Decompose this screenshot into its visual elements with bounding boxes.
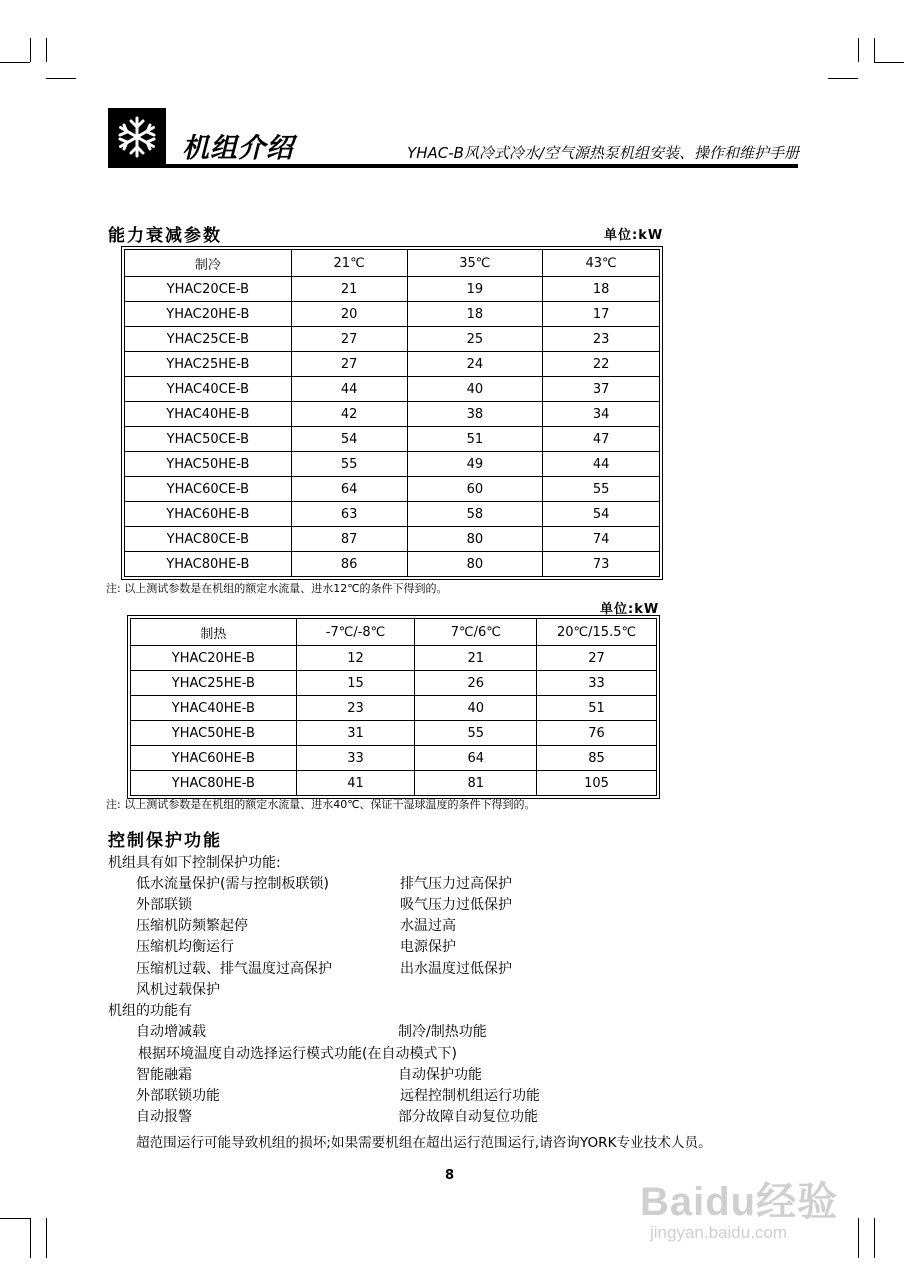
capacity-cell: 31 bbox=[296, 721, 415, 746]
function-item: 自动增减载 bbox=[136, 1024, 206, 1040]
capacity-cell: 51 bbox=[407, 427, 543, 452]
model-cell: YHAC80HE-B bbox=[125, 552, 292, 577]
table-header-cell: 21℃ bbox=[291, 250, 407, 277]
model-cell: YHAC20CE-B bbox=[125, 277, 292, 302]
protection-item: 排气压力过高保护 bbox=[400, 876, 512, 892]
capacity-cell: 55 bbox=[415, 721, 537, 746]
capacity-cell: 60 bbox=[407, 477, 543, 502]
capacity-cell: 85 bbox=[537, 746, 657, 771]
capacity-cell: 64 bbox=[291, 477, 407, 502]
heating-note: 注: 以上测试参数是在机组的额定水流量、进水40℃、保证干湿球温度的条件下得到的。 bbox=[106, 798, 536, 811]
capacity-title: 能力衰减参数 bbox=[108, 226, 222, 246]
capacity-cell: 64 bbox=[415, 746, 537, 771]
capacity-cell: 34 bbox=[543, 402, 660, 427]
capacity-cell: 26 bbox=[415, 671, 537, 696]
crop-mark bbox=[858, 38, 859, 62]
capacity-cell: 23 bbox=[296, 696, 415, 721]
heating-capacity-table bbox=[130, 618, 657, 796]
table-row bbox=[131, 696, 657, 721]
capacity-cell: 63 bbox=[291, 502, 407, 527]
watermark-url: jingyan.baidu.com bbox=[650, 1223, 788, 1242]
protection-item: 出水温度过低保护 bbox=[400, 961, 512, 977]
capacity-cell: 19 bbox=[407, 277, 543, 302]
model-cell: YHAC60HE-B bbox=[125, 502, 292, 527]
crop-mark bbox=[46, 38, 47, 62]
protection-item: 吸气压力过低保护 bbox=[400, 897, 512, 913]
capacity-cell: 18 bbox=[407, 302, 543, 327]
capacity-cell: 20 bbox=[291, 302, 407, 327]
function-item: 远程控制机组运行功能 bbox=[400, 1088, 540, 1104]
function-item: 根据环境温度自动选择运行模式功能(在自动模式下) bbox=[138, 1046, 457, 1062]
table-header-cell: 20℃/15.5℃ bbox=[537, 619, 657, 646]
table-header-row bbox=[125, 250, 660, 277]
capacity-cell: 51 bbox=[537, 696, 657, 721]
capacity-cell: 40 bbox=[407, 377, 543, 402]
cooling-unit: 单位:kW bbox=[604, 228, 664, 243]
table-header-cell: 43℃ bbox=[543, 250, 660, 277]
crop-mark bbox=[0, 62, 30, 63]
functions-intro: 机组的功能有 bbox=[108, 1003, 192, 1019]
table-header-cell: 35℃ bbox=[407, 250, 543, 277]
function-item: 部分故障自动复位功能 bbox=[398, 1109, 538, 1125]
capacity-cell: 86 bbox=[291, 552, 407, 577]
watermark-brand: Baidu经验 bbox=[640, 1180, 839, 1224]
operation-warning: 超范围运行可能导致机组的损坏;如果需要机组在超出运行范围运行,请咨询YORK专业技术人员。 bbox=[136, 1135, 712, 1151]
crop-mark bbox=[30, 38, 31, 62]
model-cell: YHAC60CE-B bbox=[125, 477, 292, 502]
table-header-cell: 制热 bbox=[131, 619, 297, 646]
capacity-cell: 33 bbox=[296, 746, 415, 771]
protection-title: 控制保护功能 bbox=[108, 831, 222, 851]
capacity-cell: 42 bbox=[291, 402, 407, 427]
capacity-cell: 17 bbox=[543, 302, 660, 327]
model-cell: YHAC80CE-B bbox=[125, 527, 292, 552]
capacity-cell: 73 bbox=[543, 552, 660, 577]
page-number: 8 bbox=[445, 1168, 455, 1183]
capacity-cell: 12 bbox=[296, 646, 415, 671]
protection-item: 风机过载保护 bbox=[136, 982, 220, 998]
capacity-cell: 54 bbox=[291, 427, 407, 452]
capacity-cell: 33 bbox=[537, 671, 657, 696]
capacity-cell: 80 bbox=[407, 527, 543, 552]
protection-item: 水温过高 bbox=[400, 918, 456, 934]
table-row bbox=[125, 327, 660, 352]
capacity-cell: 38 bbox=[407, 402, 543, 427]
capacity-cell: 22 bbox=[543, 352, 660, 377]
table-header-row bbox=[131, 619, 657, 646]
crop-mark bbox=[46, 78, 76, 79]
table-row bbox=[131, 771, 657, 796]
capacity-cell: 41 bbox=[296, 771, 415, 796]
capacity-cell: 23 bbox=[543, 327, 660, 352]
manual-title: YHAC-B风冷式冷水/空气源热泵机组安装、操作和维护手册 bbox=[407, 144, 799, 162]
capacity-cell: 24 bbox=[407, 352, 543, 377]
capacity-cell: 21 bbox=[291, 277, 407, 302]
table-row bbox=[131, 671, 657, 696]
capacity-cell: 44 bbox=[543, 452, 660, 477]
header-rule bbox=[108, 164, 798, 168]
function-item: 制冷/制热功能 bbox=[398, 1024, 487, 1040]
capacity-cell: 105 bbox=[537, 771, 657, 796]
function-item: 智能融霜 bbox=[136, 1067, 192, 1083]
model-cell: YHAC20HE-B bbox=[131, 646, 297, 671]
capacity-cell: 55 bbox=[291, 452, 407, 477]
crop-mark bbox=[0, 1218, 30, 1219]
table-row bbox=[125, 502, 660, 527]
table-header-cell: 7℃/6℃ bbox=[415, 619, 537, 646]
cooling-capacity-table bbox=[124, 249, 660, 577]
model-cell: YHAC25CE-B bbox=[125, 327, 292, 352]
crop-mark bbox=[874, 38, 875, 62]
table-row bbox=[125, 427, 660, 452]
capacity-cell: 55 bbox=[543, 477, 660, 502]
table-row bbox=[125, 352, 660, 377]
function-item: 外部联锁功能 bbox=[136, 1088, 220, 1104]
model-cell: YHAC50HE-B bbox=[125, 452, 292, 477]
snowflake-icon bbox=[108, 108, 166, 166]
table-row bbox=[131, 746, 657, 771]
crop-mark bbox=[46, 1218, 47, 1258]
table-row bbox=[131, 646, 657, 671]
capacity-cell: 25 bbox=[407, 327, 543, 352]
function-item: 自动报警 bbox=[136, 1109, 192, 1125]
protection-item: 压缩机均衡运行 bbox=[136, 939, 234, 955]
capacity-cell: 44 bbox=[291, 377, 407, 402]
protection-item: 压缩机防频繁起停 bbox=[136, 918, 248, 934]
capacity-cell: 76 bbox=[537, 721, 657, 746]
model-cell: YHAC25HE-B bbox=[131, 671, 297, 696]
protection-item: 外部联锁 bbox=[136, 897, 192, 913]
model-cell: YHAC20HE-B bbox=[125, 302, 292, 327]
table-row bbox=[131, 721, 657, 746]
protection-intro: 机组具有如下控制保护功能: bbox=[108, 855, 281, 871]
capacity-cell: 58 bbox=[407, 502, 543, 527]
table-row bbox=[125, 477, 660, 502]
capacity-cell: 47 bbox=[543, 427, 660, 452]
capacity-cell: 27 bbox=[291, 327, 407, 352]
table-row bbox=[125, 527, 660, 552]
protection-item: 低水流量保护(需与控制板联锁) bbox=[136, 876, 329, 892]
capacity-cell: 18 bbox=[543, 277, 660, 302]
heating-unit: 单位:kW bbox=[600, 602, 660, 617]
model-cell: YHAC40HE-B bbox=[125, 402, 292, 427]
protection-item: 电源保护 bbox=[400, 939, 456, 955]
page-section-title: 机组介绍 bbox=[182, 133, 294, 164]
table-header-cell: -7℃/-8℃ bbox=[296, 619, 415, 646]
model-cell: YHAC60HE-B bbox=[131, 746, 297, 771]
model-cell: YHAC25HE-B bbox=[125, 352, 292, 377]
function-item: 自动保护功能 bbox=[398, 1067, 482, 1083]
table-row bbox=[125, 377, 660, 402]
model-cell: YHAC50CE-B bbox=[125, 427, 292, 452]
table-header-cell: 制冷 bbox=[125, 250, 292, 277]
protection-item: 压缩机过载、排气温度过高保护 bbox=[136, 961, 332, 977]
crop-mark bbox=[828, 78, 858, 79]
model-cell: YHAC50HE-B bbox=[131, 721, 297, 746]
capacity-cell: 27 bbox=[291, 352, 407, 377]
crop-mark bbox=[30, 1218, 31, 1258]
model-cell: YHAC40HE-B bbox=[131, 696, 297, 721]
crop-mark bbox=[874, 62, 904, 63]
table-row bbox=[125, 277, 660, 302]
model-cell: YHAC80HE-B bbox=[131, 771, 297, 796]
crop-mark bbox=[858, 1218, 859, 1258]
capacity-cell: 74 bbox=[543, 527, 660, 552]
table-row bbox=[125, 552, 660, 577]
crop-mark bbox=[874, 1218, 875, 1258]
model-cell: YHAC40CE-B bbox=[125, 377, 292, 402]
capacity-cell: 49 bbox=[407, 452, 543, 477]
cooling-note: 注: 以上测试参数是在机组的额定水流量、进水12℃的条件下得到的。 bbox=[106, 582, 448, 595]
capacity-cell: 81 bbox=[415, 771, 537, 796]
watermark bbox=[640, 1170, 838, 1243]
capacity-cell: 21 bbox=[415, 646, 537, 671]
table-row bbox=[125, 302, 660, 327]
capacity-cell: 15 bbox=[296, 671, 415, 696]
capacity-cell: 87 bbox=[291, 527, 407, 552]
capacity-cell: 27 bbox=[537, 646, 657, 671]
capacity-cell: 37 bbox=[543, 377, 660, 402]
capacity-cell: 40 bbox=[415, 696, 537, 721]
capacity-cell: 80 bbox=[407, 552, 543, 577]
table-row bbox=[125, 452, 660, 477]
table-row bbox=[125, 402, 660, 427]
capacity-cell: 54 bbox=[543, 502, 660, 527]
